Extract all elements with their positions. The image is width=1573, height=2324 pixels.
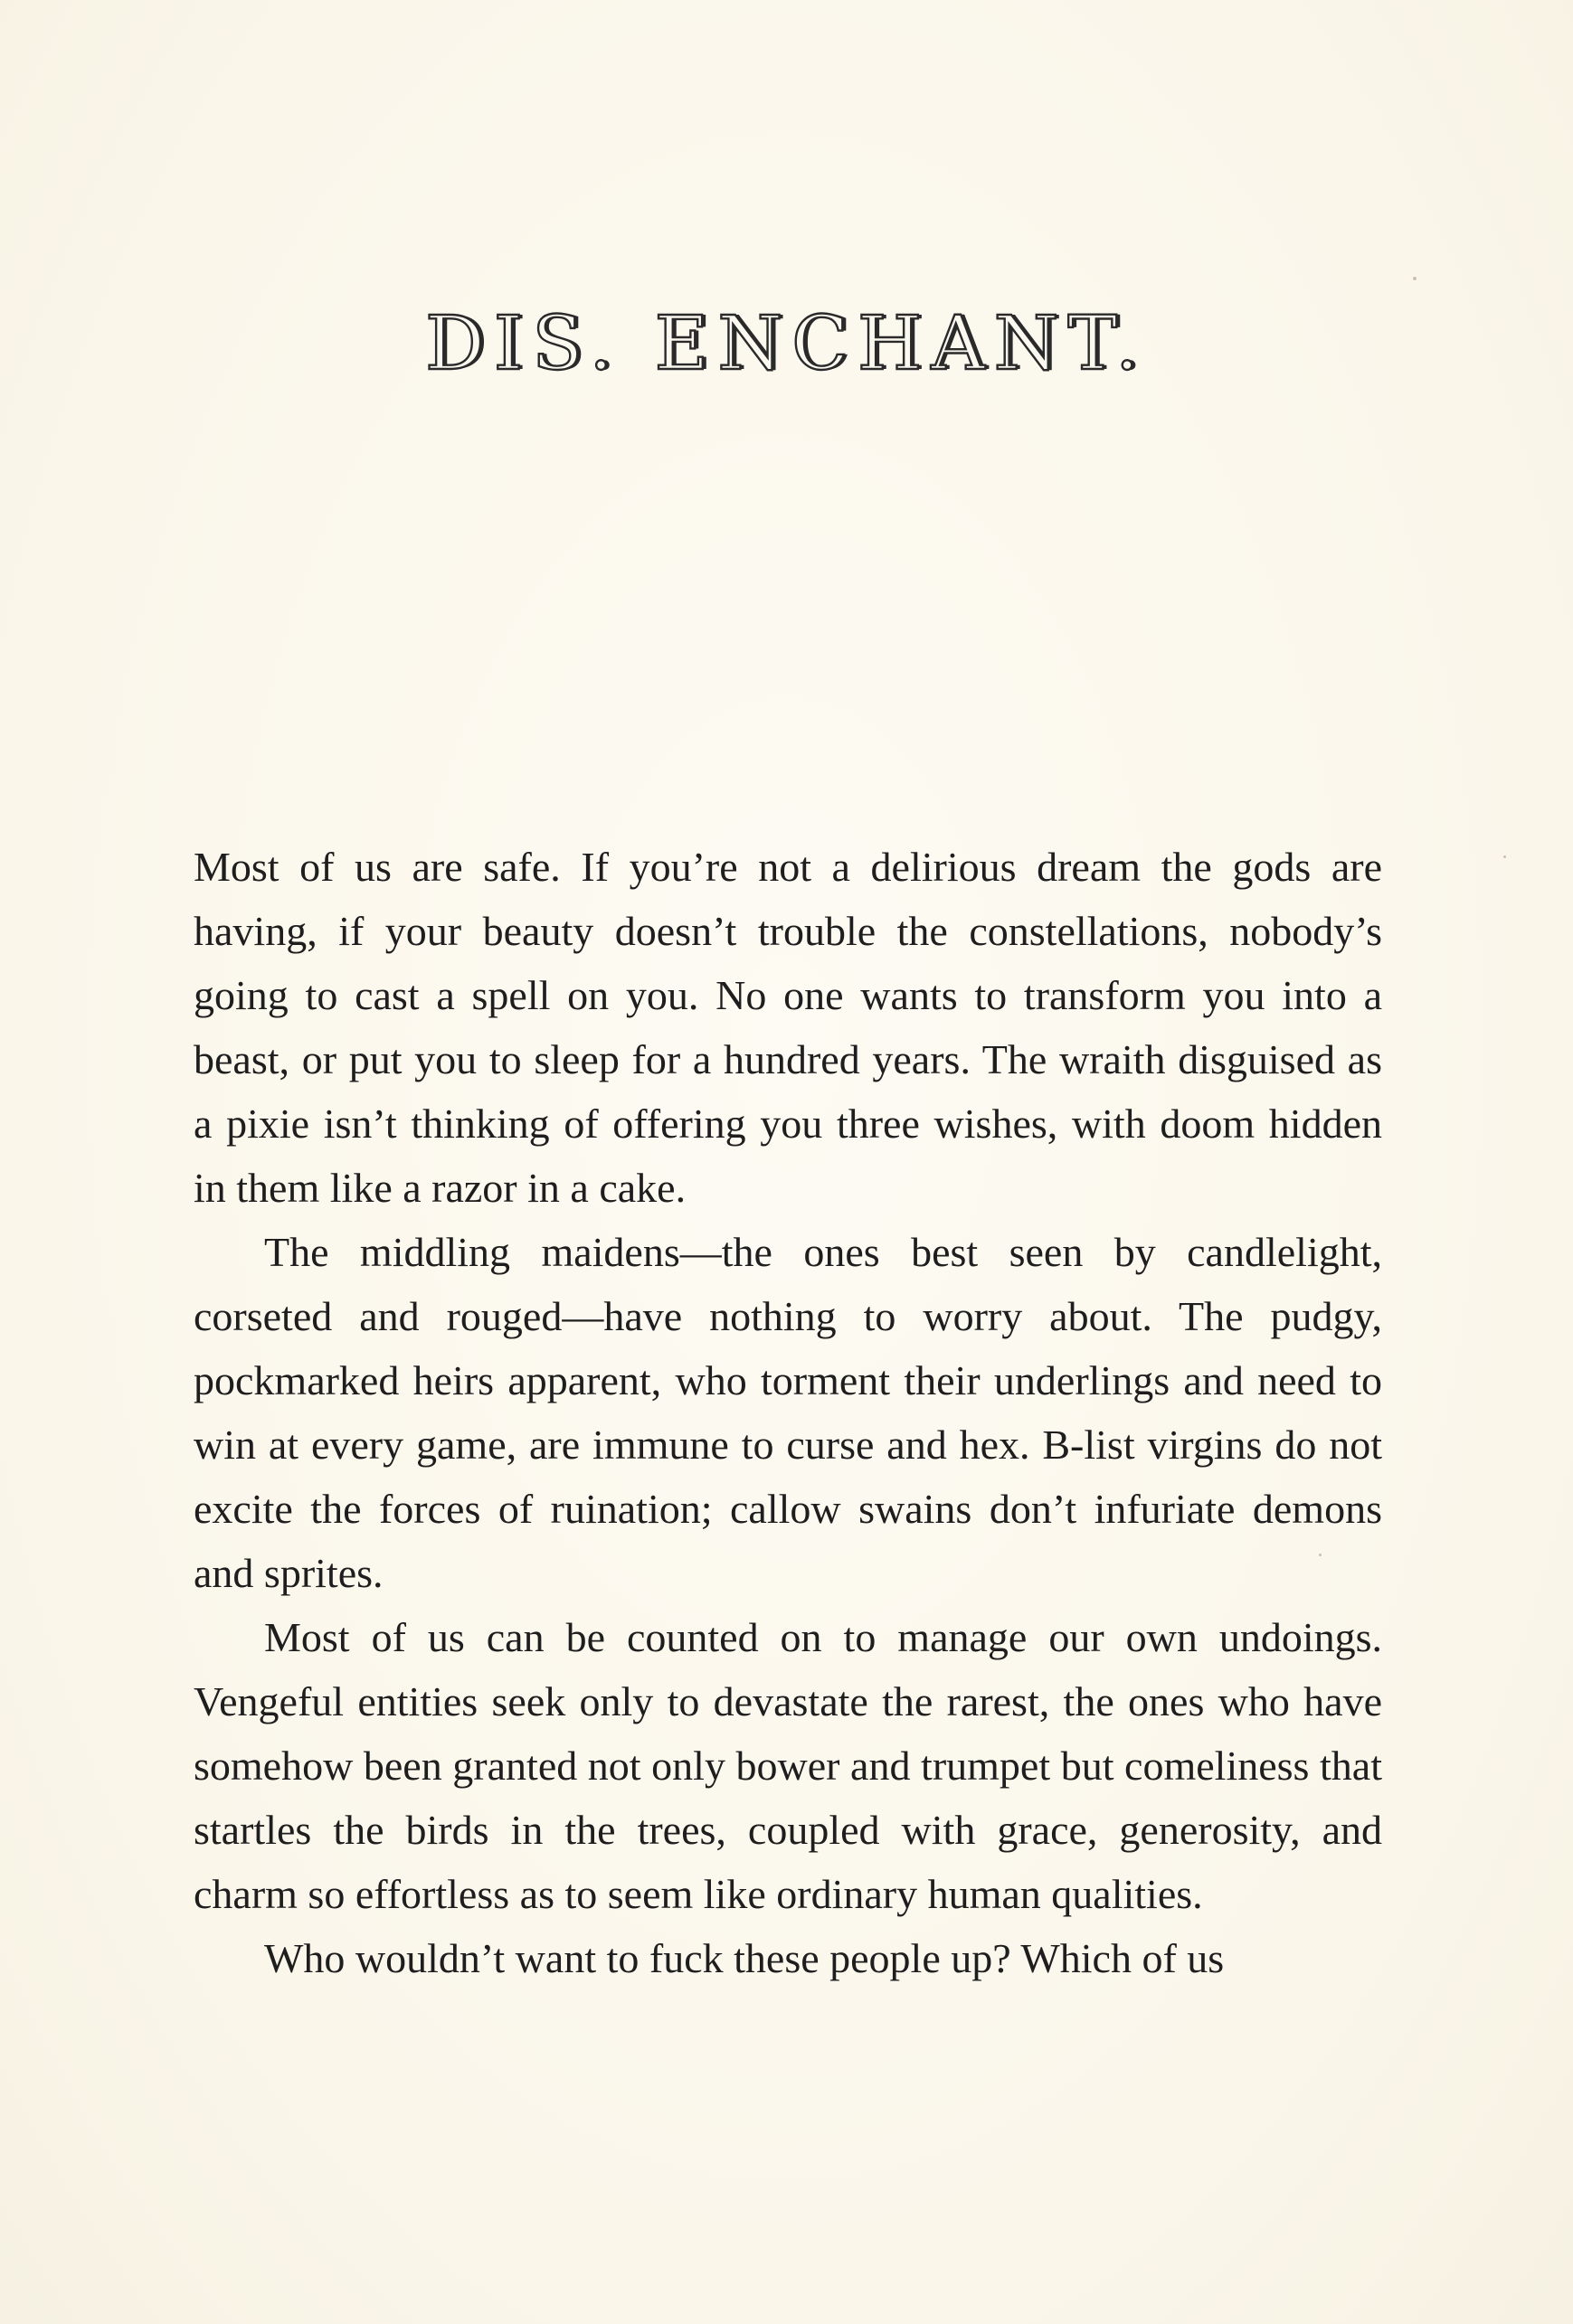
paragraph: The middling maidens—the ones best seen by candlelight, corseted and rouged—have nothing to worry about. The pudgy, pockmarked heirs apparent, who torment their underlings and need to win at every game, are immune to curse and hex. B-list virgins do not excite the forces of ruination; callow swains don’t infuriate demons and sprites.: [194, 1229, 1382, 1596]
paragraph: Who wouldn’t want to fuck these people up? Which of us: [264, 1935, 1225, 1981]
paper-speck: [1319, 1554, 1322, 1556]
chapter-title: DIS. ENCHANT.: [424, 301, 1149, 387]
paper-speck: [1413, 277, 1417, 280]
paragraph: Most of us can be counted on to manage our own undoings. Vengeful entities seek only to devastate the rarest, the ones who have somehow been granted not only bower and trumpet but comeliness that startles the birds in the trees, coupled with grace, generosity, and charm so effortless as to seem like ordinary human qualities.: [194, 1614, 1382, 1917]
paragraph: Most of us are safe. If you’re not a delirious dream the gods are having, if your beauty doesn’t trouble the constellations, nobody’s going to cast a spell on you. No one wants to transform you into a beast, or put you to sleep for a hundred years. The wraith disguised as a pixie isn’t thinking of offering you three wishes, with doom hidden in them like a razor in a cake.: [194, 844, 1382, 1211]
paper-speck: [1503, 855, 1506, 858]
chapter-body: [194, 835, 1382, 1990]
